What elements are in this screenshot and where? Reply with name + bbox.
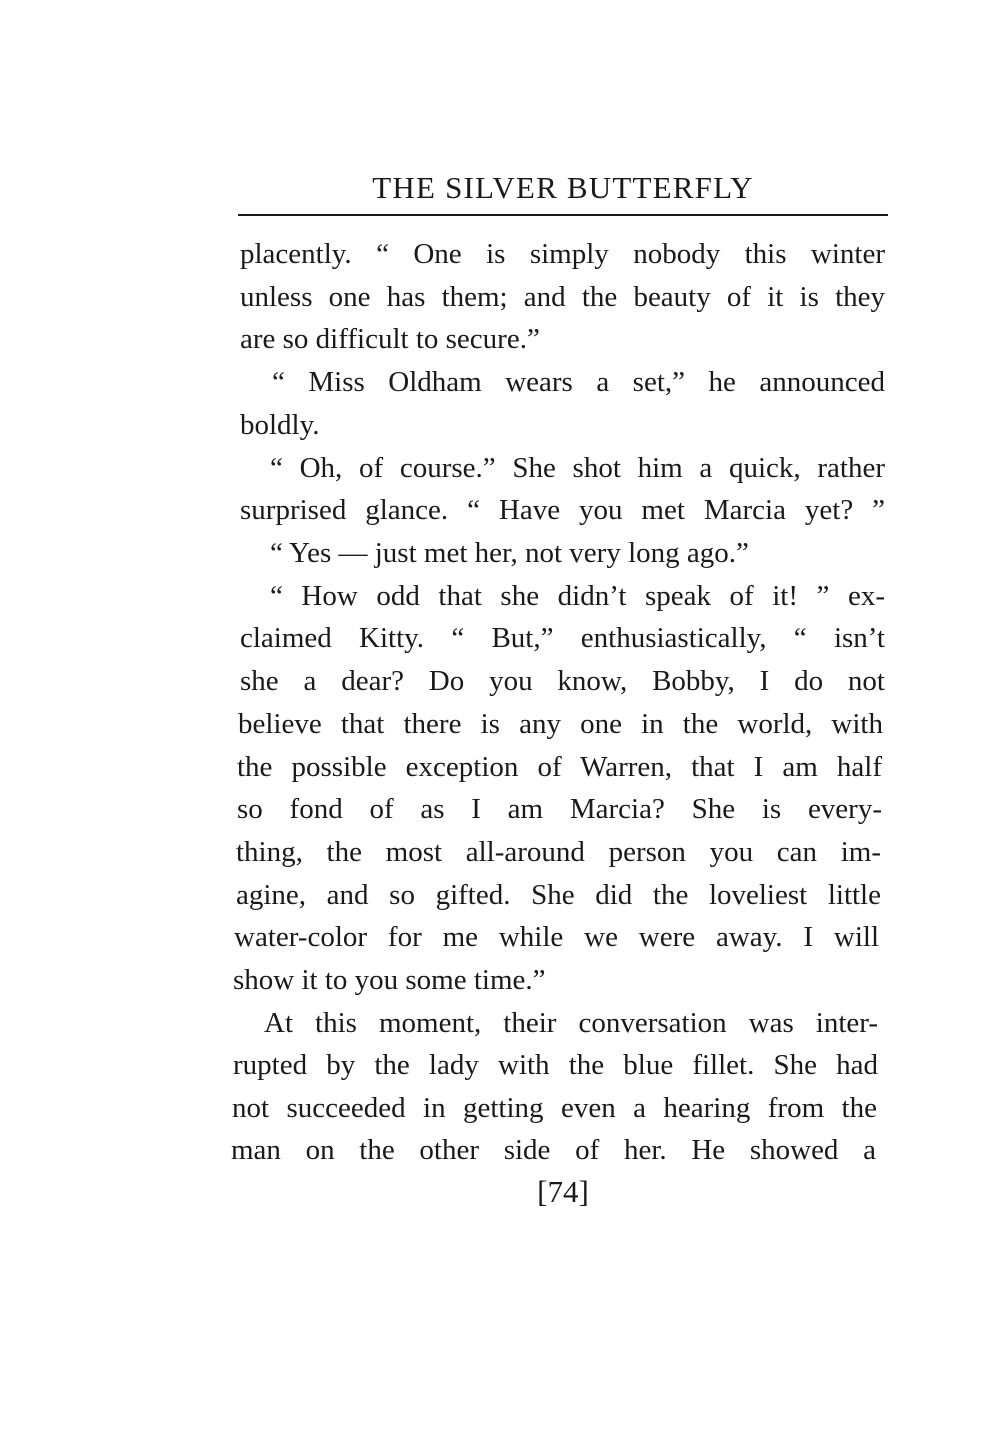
text-line: not succeeded in getting even a hearing from the — [232, 1092, 877, 1124]
text-line: claimed Kitty. “ But,” enthusiastically, “ isn’t — [240, 622, 885, 654]
text-line: she a dear? Do you know, Bobby, I do not — [240, 665, 885, 697]
text-line: rupted by the lady with the blue fillet. She had — [233, 1049, 878, 1081]
text-line: “ Oh, of course.” She shot him a quick, rather — [270, 452, 885, 484]
text-line: “ How odd that she didn’t speak of it! ” ex- — [270, 580, 885, 612]
text-line: show it to you some time.” — [233, 964, 546, 996]
text-line: are so difficult to secure.” — [240, 323, 540, 355]
text-line: believe that there is any one in the world, with — [238, 708, 883, 740]
text-line: At this moment, their conversation was inter- — [264, 1007, 878, 1039]
text-line: agine, and so gifted. She did the loveliest little — [236, 879, 881, 911]
text-line: the possible exception of Warren, that I am half — [237, 751, 882, 783]
page-number: [74] — [537, 1174, 589, 1209]
text-line: surprised glance. “ Have you met Marcia yet? ” — [240, 494, 885, 526]
text-line: thing, the most all-around person you can im- — [236, 836, 881, 868]
text-line: so fond of as I am Marcia? She is every- — [237, 793, 882, 825]
text-line: placently. “ One is simply nobody this winter — [240, 238, 885, 270]
text-line: water-color for me while we were away. I will — [234, 921, 879, 953]
text-line: boldly. — [240, 409, 320, 441]
text-line: “ Miss Oldham wears a set,” he announced — [272, 366, 885, 398]
text-line: man on the other side of her. He showed a — [231, 1134, 876, 1166]
text-line: unless one has them; and the beauty of it is they — [240, 281, 885, 313]
text-line: “ Yes — just met her, not very long ago.” — [270, 537, 749, 569]
running-head: THE SILVER BUTTERFLY — [372, 170, 754, 205]
header-rule — [238, 214, 888, 216]
